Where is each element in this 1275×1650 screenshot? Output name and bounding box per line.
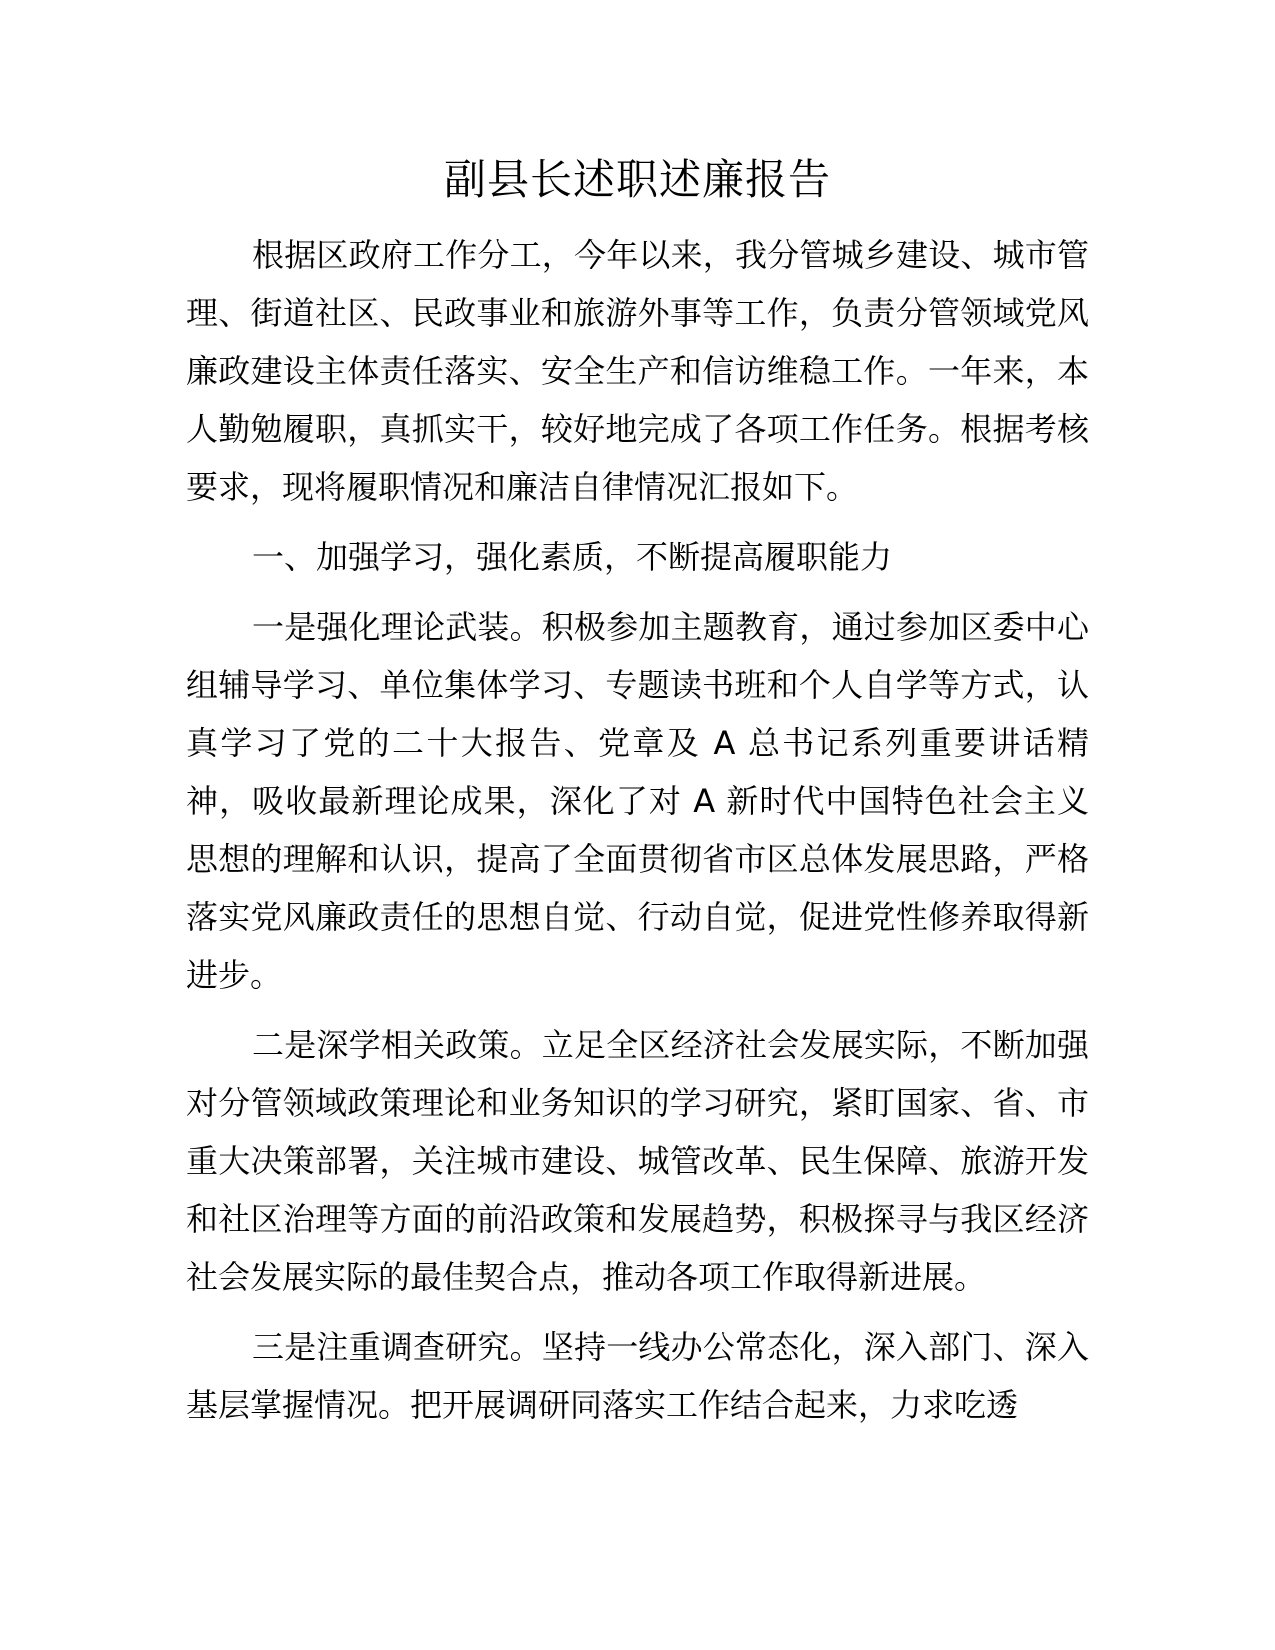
paragraph-research: 三是注重调查研究。坚持一线办公常态化，深入部门、深入基层掌握情况。把开展调研同落实工作结合起来，力求吃透 xyxy=(186,1328,1089,1424)
document-body xyxy=(186,226,1089,1446)
section-heading-1: 一、加强学习，强化素质，不断提高履职能力 xyxy=(252,538,893,576)
document-title: 副县长述职述廉报告 xyxy=(443,155,831,204)
paragraph-theory: 一是强化理论武装。积极参加主题教育，通过参加区委中心组辅导学习、单位集体学习、专题读书班和个人自学等方式，认真学习了党的二十大报告、党章及 A 总书记系列重要讲话精神，吸收最新理论成果，深化了对 A 新时代中国特色社会主义思想的理解和认识，提高了全面贯彻省市区总体发展思路，严格落实党风廉政责任的思想自觉、行动自觉，促进党性修养取得新进步。 xyxy=(186,608,1089,994)
paragraph-intro: 根据区政府工作分工，今年以来，我分管城乡建设、城市管理、街道社区、民政事业和旅游外事等工作，负责分管领域党风廉政建设主体责任落实、安全生产和信访维稳工作。一年来，本人勤勉履职，真抓实干，较好地完成了各项工作任务。根据考核要求，现将履职情况和廉洁自律情况汇报如下。 xyxy=(186,236,1089,506)
paragraph-policy: 二是深学相关政策。立足全区经济社会发展实际，不断加强对分管领域政策理论和业务知识的学习研究，紧盯国家、省、市重大决策部署，关注城市建设、城管改革、民生保障、旅游开发和社区治理等方面的前沿政策和发展趋势，积极探寻与我区经济社会发展实际的最佳契合点，推动各项工作取得新进展。 xyxy=(186,1026,1089,1296)
